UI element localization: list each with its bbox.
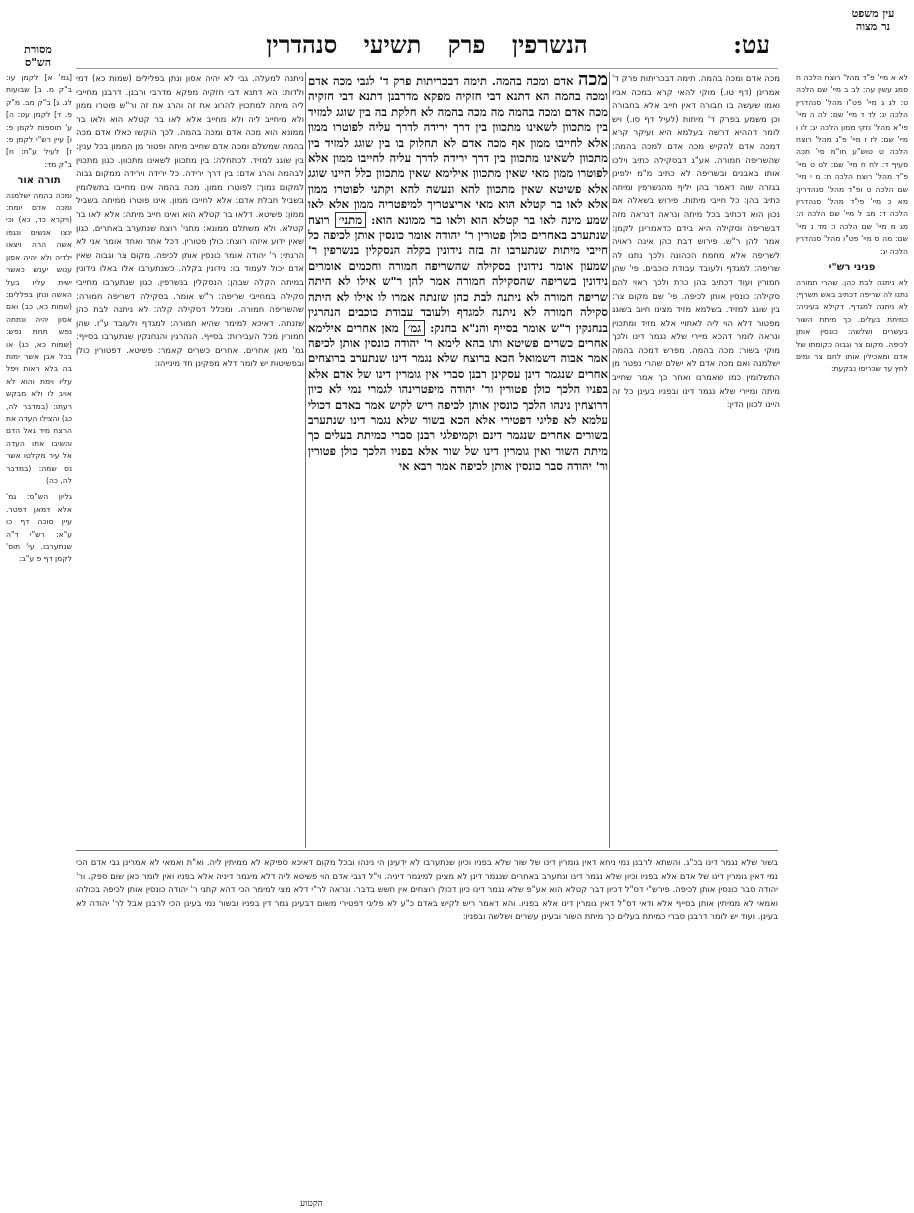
- ein-mishpat-heading: עין משפט נר מצוה: [851, 7, 895, 33]
- column-divider: [305, 72, 306, 848]
- gemara-marker: גמ׳: [404, 320, 425, 336]
- ein-mishpat-text: לא א מיי' פ"ד מהל' רוצח הלכה ח סמג עשין עה: לב ב מיי' שם הלכה ט: לג ג מיי' פט"ו מהל' סנהדרין הלכה יג: לד ד מיי' שם: לה ה מיי' פי"א מהל' נזקי ממון הלכה יג: לו ו מיי' שם: לז ז מיי' פ"ג מהל' רוצח הלכה ט טוש"ע חו"מ סי' תכה סעיף ד: לח ח מיי' שם: לט ט מיי' פ"ד מהל' רוצח הלכה ח: מ י מיי' שם הלכה ט ופ"ד מהל' סנהדרין: מא כ מיי' פי"ד מהל' סנהדרין הלכה ד: מב ל מיי' שם הלכה ה: מג מ מיי' שם הלכה ו: מד נ מיי' שם: מה ס מיי' פט"ו מהל' סנהדרין הלכה יג:: [796, 73, 908, 256]
- peninei-rashi-title: פניני רש"י: [828, 262, 876, 274]
- rashi-text: ניתנה למעלה. גבי לא יהיה אסון ונתן בפלילים (שמות כא) דמי ולדות: הא דתנא דבי חזקיה מפקא מדרבי ורבנן. דרבנן מחייבי ליה מיתה למתכוין להרוג את זה והרג את זה ור"ש פוטרו ממון ולא מיחייב ליה ולא מחייב אלא לאו בר קטלא הוא ולאו בר ממונא הוא מכה אדם ומכה בהמה. לכך הוקשו כאלו אדם מכה בהמה שמשלם ומכה אדם שחייב מיתה ופטור מן הממון בכל ענין: בין שוגג למזיד. לכתחלה: בין מתכוון לשאינו מתכוון. כגון מתכוין לבהמה והרג אדם: בין דרך ירידה. כל ירידה וירידה ממקום גבוה למקום נמוך: לפוטרו ממון. מכה בהמה אינו מחייבו בתשלומין בשביל חבלת אדם: אלא לחייבו ממון. אינו פוטרו ממיתה בשביל ממון: פשיטא. דלאו בר קטלא הוא ואינו חייב מיתה: אלא לאו בר קטלא. ולא משתלם ממונא: מתני' רוצח שנתערב באחרים. כגון שאין ידוע איזהו רוצח: כולן פטורין. דכל אחד ואחד אומר אני לא הרגתי: ר' יהודה אומר כונסין אותן לכיפה. מקום צר וגבוה שאין אדם יכול לעמוד בו: נידונין בקלה. כשנתערבו אלו באלו נידונין במיתה הקלה שבהן: הנסקלין בנשרפין. כגון שנתערבו מחייבי סקילה במחייבי שריפה: ר"ש אומר. בסקילה דשריפה חמורה: שהשריפה חמורה. ומכלל דסקילה קלה: לא ניתנה לבת כהן שזנתה. דאיכא למימר שהיא חמורה: למגדף ולעובד ע"ז. שהן חמורין מכל העבירות: בסייף. הנהרגין והנחנקין שנתערבו בסייף: גמ' מאן אחרים. אחרים כשרים קאמר: פשיטא. דפטורין כולן ובפשיטות יש לומר דלא מפקינן חד מינייהו:: [76, 73, 304, 369]
- tosafot-text: מכה אדם ומכה בהמה. תימה דבכריתות פרק ד' אמרינן (דף טו.) מוקי להאי קרא במכה אביו ואמו שעשה בו חבורה דאין חייב אלא בחבורה וכן משמע בפרק ד' מיתות (לעיל דף סו.) ויש לומר דההיא דרשה בעלמא היא ועיקר קרא דמכה אדם להקיש מכה אדם למכה בהמה: שהשריפה חמורה. אע"ג דבסקילה כתיב וילכו אותו באבנים ובשריפה לא כתיב מ"מ ילפינן בגזרה שוה דאמר בהן יליף מהנשרפין ומיתה כתיב בהן: כל חייבי מיתות. פירוש בשאלה אם נכון הוא דכתיב בכל מיתה ונראה דנראה מזה דבשריפה וסקילה היא בידם כדאמרינן לקמן: אמר להן ר"ש. פירוש דבת כהן אינה ראויה לשריפה אלא מחמת הכהונה ולכך נתנו לה שריפה: למגדף ולעובד עבודת כוכבים. פי' שהן חמורין ועוד דכתיב בהן כרת ולכך ראוי להם סקילה: כונסין אותן לכיפה. פי' שם מקום צר: בין שוגג למזיד. בשלמא מזיד מצינו חיוב בשוגג מפטור דלא הוי ליה לאתויי אלא מזיד ומתכוין ונראה לומר דהכא מיירי שלא נגמר דינו ולכך מוקי בשור: מכה בהמה. מפרש דמכה בהמה ישלמנה ואם מכה אדם לא ישלם שהרי נפטר מן התשלומין כמו שאמרנו ואחר כך אמר שחייב מיתה ומיירי שלא נגמר דינו ובפניו בעינן כל זה היינו לכוון הדין:: [612, 73, 780, 410]
- torah-or-text: ומכה בהמה ישלמנה ומכה אדם יומת: (ויקרא כד, כא) וכי ינצו אנשים ונגפו אשה הרה ויצאו ילדיה ולא יהיה אסון ענוש יענש כאשר ישית עליו בעל האשה ונתן בפללים: (שמות כא, כב) ואם אסון יהיה ונתתה נפש תחת נפש: (שמות כא, כג) או בכל אבן אשר ימות בה בלא ראות ויפל עליו וימת והוא לא אויב לו ולא מבקש רעתו: (במדבר לה, כג) והצילו העדה את הרצח מיד גאל הדם והשיבו אתו העדה אל עיר מקלטו אשר נס שמה: (במדבר לה, כה): [6, 190, 72, 485]
- masoret-text: [גמ' א] לקמן עו: ב"ק מ. ב] שבועות לג. ג] ב"ק מב. מ"ק פ. ד] לקמן עט: ה] ע' תוספות לקמן פ: ו] עיין רש"י לקמן פ: ז] לעיל ע"ח: ח] ב"ק מד:: [6, 73, 72, 169]
- column-divider: [609, 72, 610, 848]
- peninei-rashi-text: לא ניתנה לבת כהן. שהרי חמורה נתנו לה שריפה דכתיב באש תשרף: לא ניתנה למגדף. דקילא בעיניה: כמיתת בעלים. כך מיתת השור בעשרים ושלשה: כונסין אותן לכיפה. מקום צר וגבוה כקומתו של אדם ומאכילין אותו לחם צר ומים לחץ עד שכריסו נבקעת:: [796, 277, 908, 374]
- torah-or-title: תורה אור: [17, 175, 61, 187]
- folio-number: עט:: [733, 30, 770, 59]
- bottom-commentary: [76, 856, 778, 1194]
- gemara-main-text: אדם ומכה בהמה. תימה דבכריתות פרק ד' לגבי מכה אדם ומכה בהמה הא דתנא דבי חזקיה מפקא מדרבנן דתנא דבי חזקיה מכה אדם ומכה בהמה מה מכה בהמה לא חלקת בה בין שוגג למזיד בין מתכוון לשאינו מתכוון בין דרך ירידה לדרך עליה לפוטרו ממון אלא לחייבו ממון אף מכה אדם לא תחלוק בו בין שוגג למזיד בין מתכוון לשאינו מתכוון בין דרך ירידה לדרך עליה לחייבו ממון אלא לפוטרו ממון מאי שאין מתכוון אילימא שאין מתכוון כלל היינו שוגג אלא פשיטא שאין מתכוון להא ונעשה להא וקתני לפוטרו ממון אלא לאו בר קטלא הוא מאי אריצטריך למיפטריה ממון אלא לאו שמע מינה לאו בר קטלא הוא ולאו בר ממונא הוא:: [308, 74, 608, 227]
- tosafot-column: [612, 72, 780, 842]
- mishnah-marker: מתני׳: [335, 212, 366, 228]
- gilyon-text: גליון הש"ס: גמ' אלא דמאן דפטר. עיין סוכה דף כו ע"א: רש"י ד"ה שנתערבו. עי' תוס' לקמן דף פ ע"ב:: [6, 492, 72, 564]
- page-header: [76, 28, 778, 69]
- opening-word: מכה: [578, 69, 608, 90]
- gemara-text: מאן אחרים אילימא אחרים כשרים פשיטא ותו בהא לימא ר' יהודה כונסין אותן לכיפה אמר אבוה דשמואל הכא ברוצח שלא נגמר דינו שנתערב ברוצחים אחרים שנגמר דינן עסקינן רבנן סברי אין גומרין דינו של אדם אלא בפניו הלכך כולן פטורין ור' יהודה מיפטרינהו לגמרי נמי לא כיון דרוצחין נינהו הלכך כונסין אותן לכיפה ריש לקיש אמר באדם דכולי עלמא לא פליגי דפטירי אלא הכא בשור שלא נגמר דינו שנתערב בשורים אחרים שנגמר דינם וקמיפלגי רבנן סברי כמיתת בעלים כך מיתת השור ואין גומרין דינו של שור אלא בפניו הלכך כולן פטורין ור' יהודה סבר כונסין אותן לכיפה אמר רבא אי: [308, 320, 608, 474]
- mishnah-text: רוצח שנתערב באחרים כולן פטורין ר' יהודה אומר כונסין אותן לכיפה כל חייבי מיתות שנתערבו זה בזה נידונין בקלה הנסקלין בנשרפין ר' שמעון אומר נידונין בסקילה שהשריפה חמורה וחכמים אומרים נידונין בשריפה שהסקילה חמורה אמר להן ר"ש אילו לא היתה שריפה חמורה לא ניתנה לבת כהן שזנתה אמרו לו אילו לא היתה סקילה חמורה לא ניתנה למגדף ולעובד עבודת כוכבים הנהרגין בנחנקין ר"ש אומר בסייף והנ"א בחנק:: [308, 212, 608, 335]
- gemara-column: [308, 69, 608, 850]
- page-title: הנשרפין פרק תשיעי סנהדרין: [266, 30, 588, 59]
- bottom-commentary-text: בשור שלא נגמר דינו בכ"ג. והשתא לרבנן נמי ניחא דאין גומרין דינו של שור שלא בפניו וכיון שנתערבו לא ידעינן הי נינהו ובכל מקום דאיכא ספיקא לא ממיתין ליה. וא"ת ואמאי לא אמרינן גבי אדם הכי נמי דאין גומרין דינו של אדם אלא בפניו וכיון שלא נגמר דינו ונתערב באחרים שנגמר דינן לא מצינן למיגמר דיניה. וי"ל דגבי אדם הוי פשיטא ליה דלא מיגמר דיניה אלא בפניו ואין לומר כאן שום ספק. ור' יהודה סבר כונסין אותן לכיפה. פירש"י דס"ל דכיון דבר קטלא הוא אע"פ שלא נגמר דינו כיון דכולן רוצחים אין חשש בדבר. ונראה לר"י דלא מצי למימר הכי דהא קתני ר' יהודה כונסין אותן לכיפה בכולהו ואמאי לא ממיתין אותן בסייף אלא ודאי דס"ל דאין גומרין דינו אלא בפניו. והא דאמר ריש לקיש באדם כ"ע לא פליגי דפטירי משום דבעינן גמר דין בפניו ובשור נמי בעינן הכי לרבנן אבל לר' יהודה לא בעינן. ועוד יש לומר דרבנן סברי כמיתת בעלים כך מיתת השור ובעינן עשרים ושלשה ובפניו:: [76, 857, 778, 922]
- right-margin-column: [796, 72, 908, 492]
- section-divider: [76, 850, 778, 851]
- left-margin-column: [6, 72, 72, 564]
- rashi-column: [76, 72, 304, 850]
- masoret-heading: מסורת הש"ס: [24, 43, 52, 69]
- catchword: הקטוע: [300, 1199, 323, 1209]
